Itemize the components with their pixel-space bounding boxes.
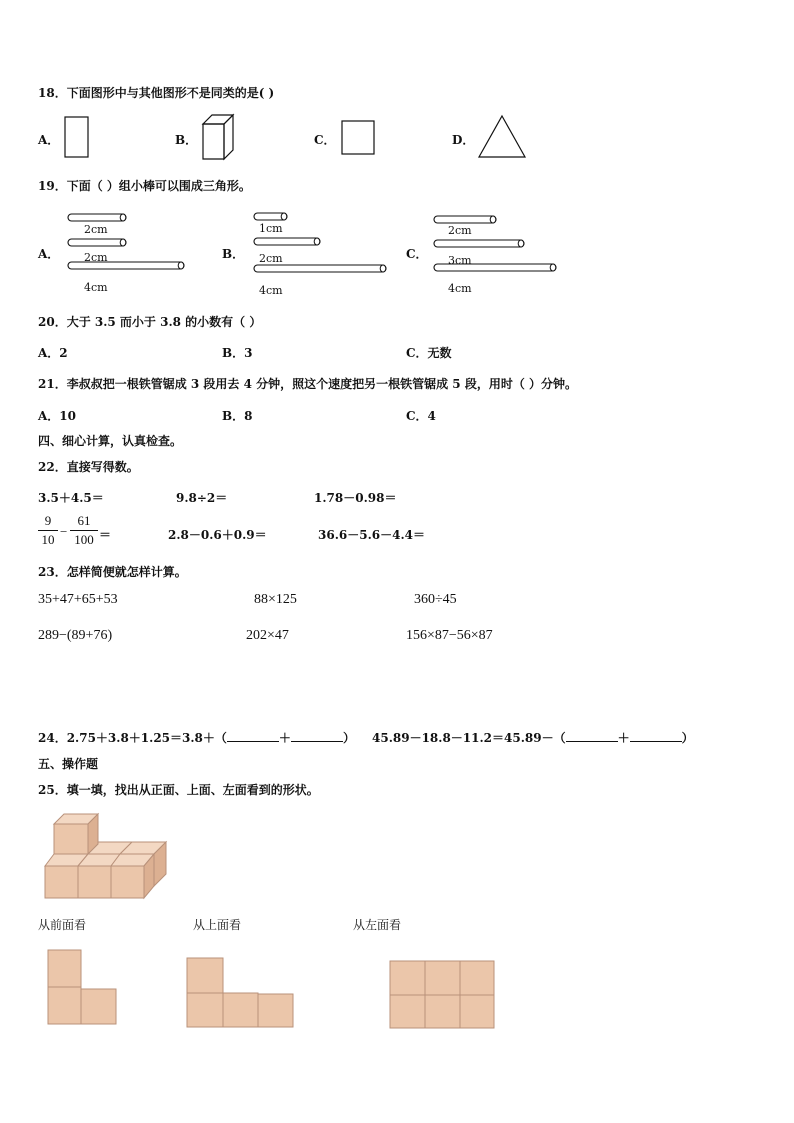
q22-expression: 9.8÷2＝	[176, 491, 228, 505]
q24-line	[38, 729, 355, 746]
answer-blank[interactable]	[227, 731, 279, 742]
stick-length-label: 2cm	[84, 223, 108, 236]
q24-part2-prefix: 45.89－18.8－11.2＝45.89－（	[372, 731, 566, 745]
triangle-shape	[478, 114, 528, 160]
view-label-left: 从左面看	[353, 918, 402, 932]
q24-line-2	[372, 729, 694, 746]
close-paren: ）	[681, 731, 694, 745]
answer-blank[interactable]	[291, 731, 343, 742]
fraction-bar	[70, 530, 98, 531]
stick-group-c	[432, 212, 562, 278]
q19-option-a: A．	[38, 247, 60, 261]
q24-part1-prefix: 24．2.75＋3.8＋1.25＝3.8＋（	[38, 731, 227, 745]
answer-blank[interactable]	[566, 731, 618, 742]
fraction-nine-tenths	[38, 513, 58, 548]
q21-option-a: A．10	[38, 409, 77, 423]
q20-option-c: C．无数	[406, 346, 452, 360]
q22-expression: 1.78－0.98＝	[314, 491, 397, 505]
fraction-bar	[38, 530, 58, 531]
cuboid-shape	[200, 112, 236, 162]
stick-length-label: 1cm	[259, 222, 283, 235]
q20-stem: 20．大于 3.5 而小于 3.8 的小数有（ ）	[38, 315, 262, 329]
view-label-top: 从上面看	[193, 918, 242, 932]
tall-rectangle-shape	[64, 116, 90, 160]
left-view-shape	[388, 958, 498, 1030]
equals-sign: ＝	[99, 528, 112, 542]
q23-expression: 88×125	[254, 592, 297, 607]
q22-expression: 2.8－0.6＋0.9＝	[168, 528, 267, 542]
q23-expression: 360÷45	[414, 592, 457, 607]
q18-option-c: C．	[314, 133, 336, 147]
stick-group-a	[66, 210, 190, 276]
stick-length-label: 4cm	[448, 282, 472, 295]
front-view-shape	[46, 948, 120, 1028]
q23-expression: 156×87−56×87	[406, 628, 493, 643]
q22-stem: 22．直接写得数。	[38, 460, 139, 474]
stick-length-label: 4cm	[84, 281, 108, 294]
stick-length-label: 2cm	[84, 251, 108, 264]
fraction-denominator: 10	[41, 532, 55, 547]
q21-stem: 21．李叔叔把一根铁管锯成 3 段用去 4 分钟，照这个速度把另一根铁管锯成 5 段，用时（ ）分钟。	[38, 377, 577, 391]
fraction-numerator: 61	[77, 513, 91, 528]
stick-group-b	[252, 208, 392, 278]
q23-expression: 202×47	[246, 628, 289, 643]
q18-stem: 18．下面图形中与其他图形不是同类的是( )	[38, 86, 275, 100]
fraction-denominator: 100	[74, 532, 94, 547]
plus-sign: ＋	[617, 731, 630, 745]
q19-stem: 19．下面（ ）组小棒可以围成三角形。	[38, 179, 251, 193]
close-paren: ）	[342, 731, 355, 745]
stick-length-label: 2cm	[448, 224, 472, 237]
plus-sign: ＋	[278, 731, 291, 745]
q20-option-a: A．2	[38, 346, 68, 360]
stick-length-label: 3cm	[448, 254, 472, 267]
q18-option-b: B．	[175, 133, 198, 147]
fraction-numerator: 9	[44, 513, 52, 528]
minus-sign: −	[60, 524, 68, 539]
stick-length-label: 2cm	[259, 252, 283, 265]
q18-option-d: D．	[452, 133, 475, 147]
q21-option-b: B．8	[222, 409, 253, 423]
q25-stem: 25．填一填，找出从正面、上面、左面看到的形状。	[38, 783, 319, 797]
q18-option-a: A．	[38, 133, 60, 147]
q22-expression: 3.5＋4.5＝	[38, 491, 104, 505]
cube-stack-figure	[42, 808, 172, 900]
square-shape	[341, 120, 377, 156]
q23-expression: 289−(89+76)	[38, 628, 113, 643]
q22-expression: 36.6－5.6－4.4＝	[318, 528, 425, 542]
view-label-front: 从前面看	[38, 918, 87, 932]
section-heading-4: 四、细心计算，认真检查。	[38, 434, 183, 448]
top-view-shape	[186, 956, 296, 1030]
stick-length-label: 4cm	[259, 284, 283, 297]
answer-blank[interactable]	[630, 731, 682, 742]
q21-option-c: C．4	[406, 409, 436, 423]
q20-option-b: B．3	[222, 346, 253, 360]
q19-option-c: C．	[406, 247, 428, 261]
q23-stem: 23．怎样简便就怎样计算。	[38, 565, 187, 579]
fraction-sixty-one-hundredths	[70, 513, 98, 548]
q23-expression: 35+47+65+53	[38, 592, 118, 607]
q19-option-b: B．	[222, 247, 245, 261]
section-heading-5: 五、操作题	[38, 757, 99, 771]
